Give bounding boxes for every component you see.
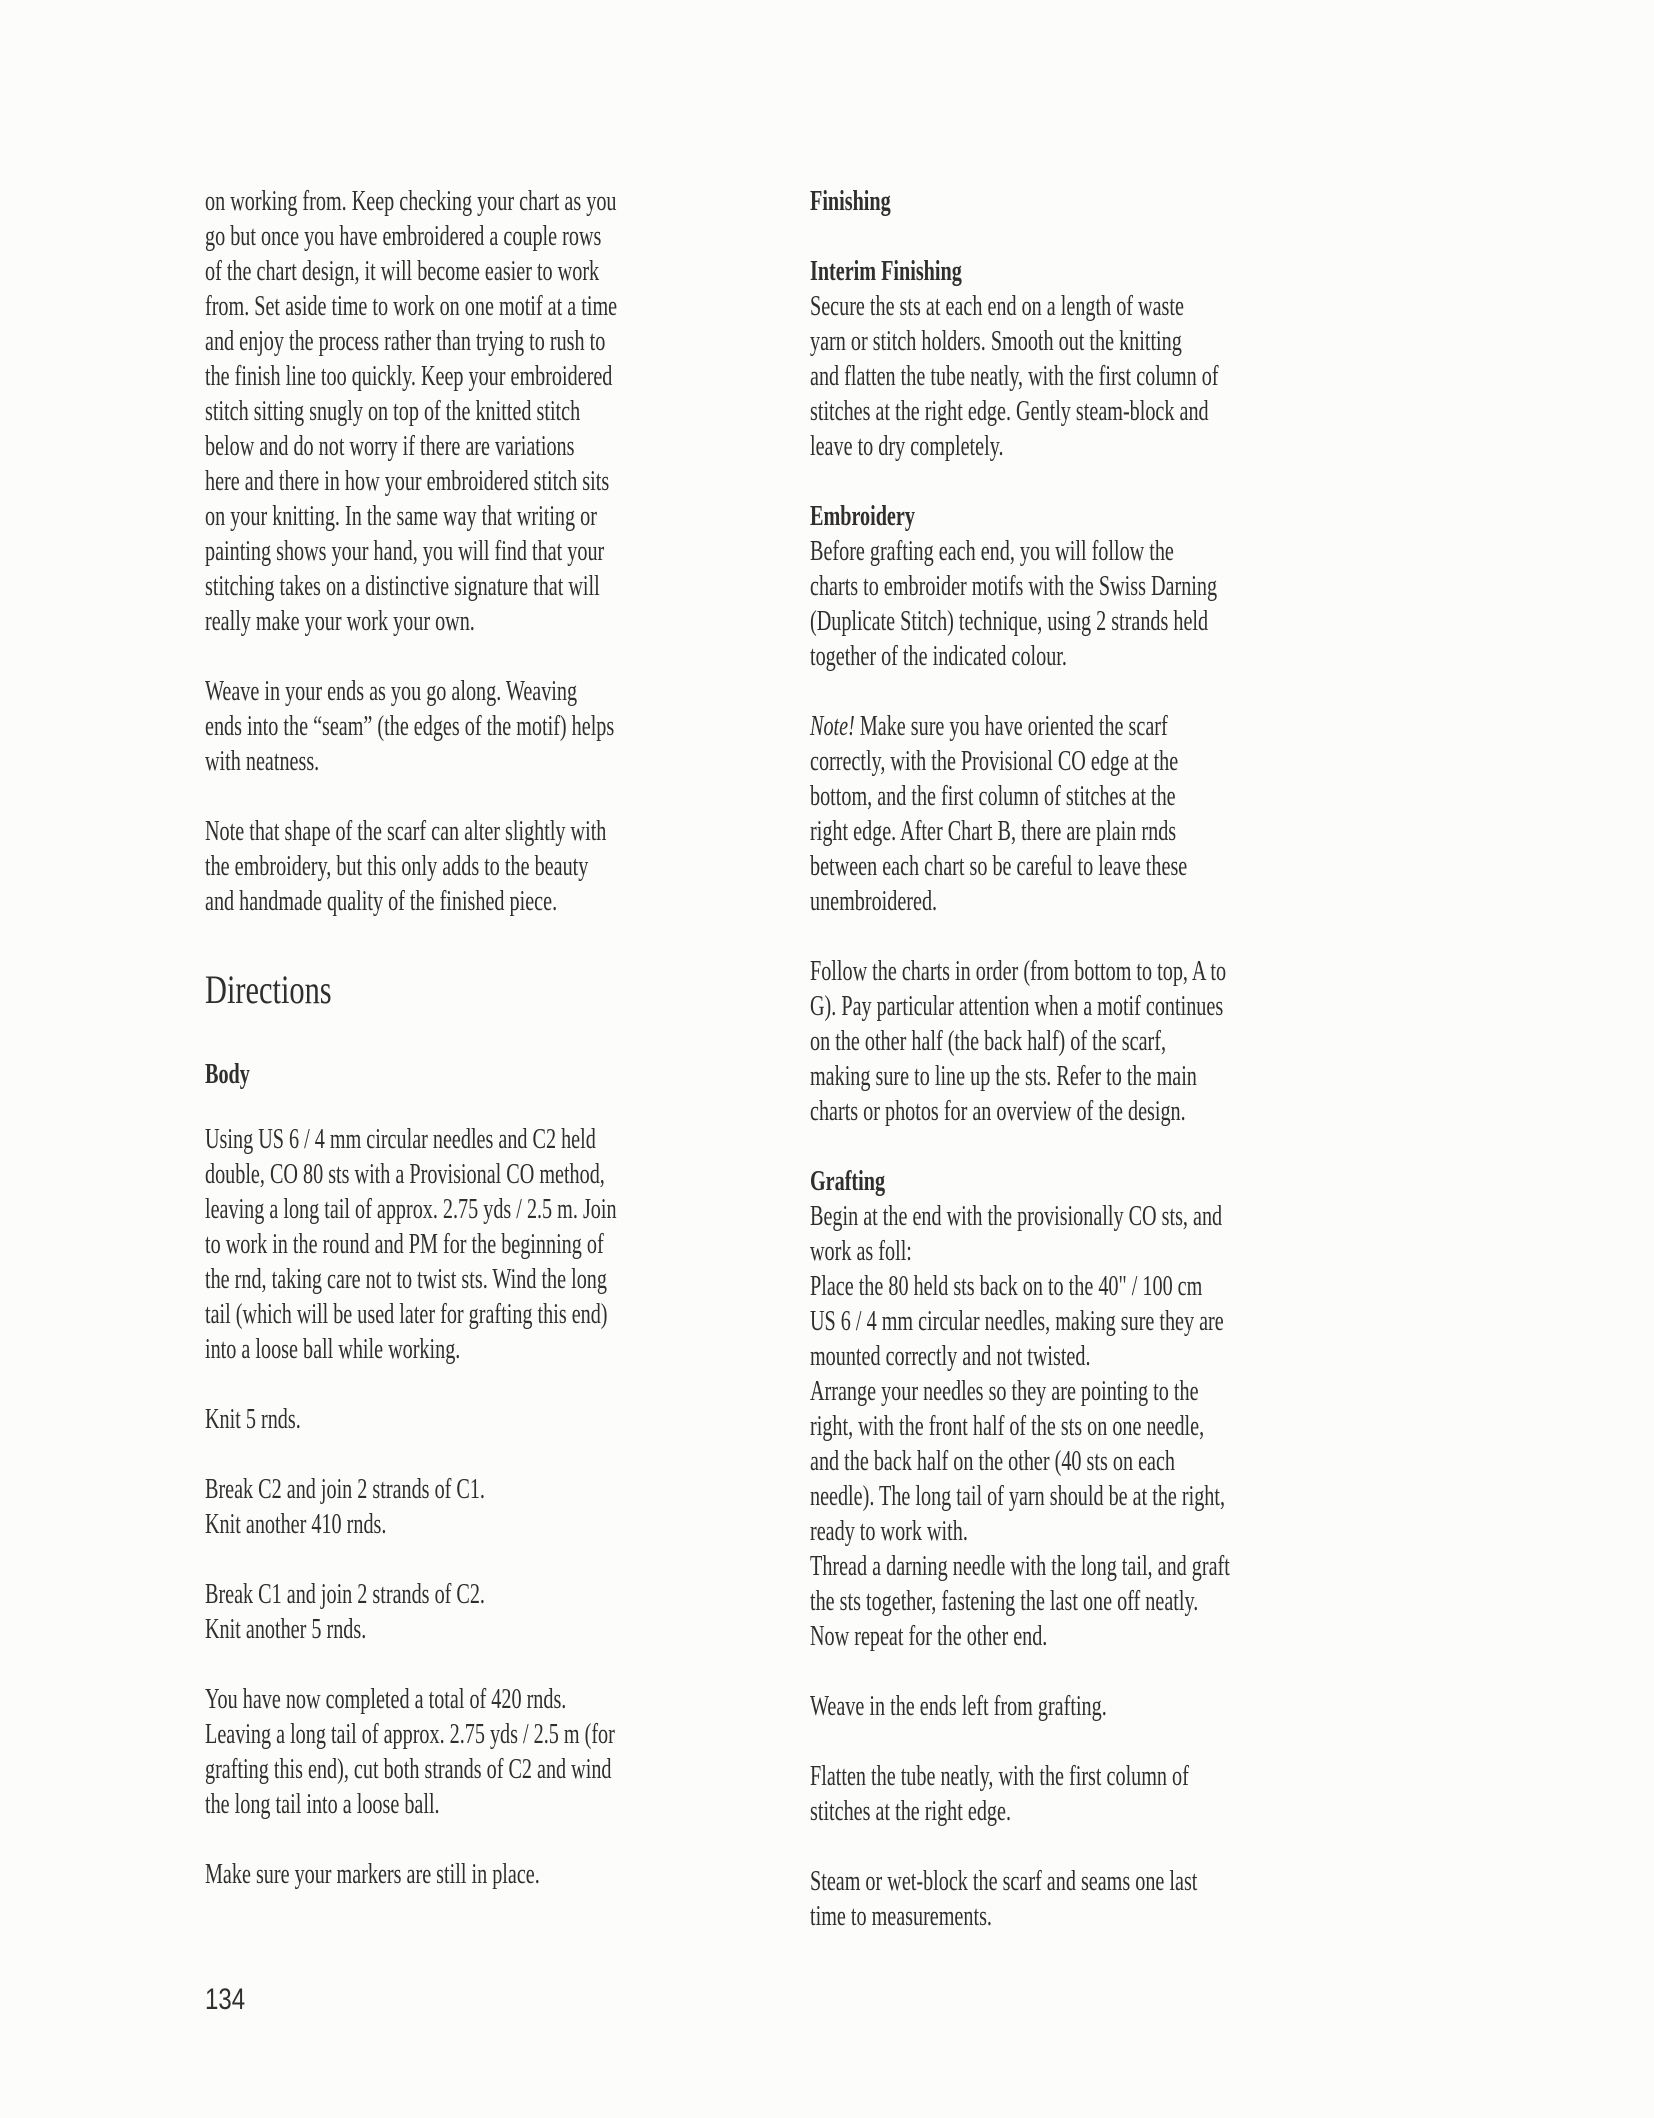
text-line: mounted correctly and not twisted. [810, 1341, 1091, 1372]
text-line: (Duplicate Stitch) technique, using 2 strands held [810, 606, 1209, 637]
text-line: here and there in how your embroidered stitch sits [205, 466, 610, 497]
text-line: G). Pay particular attention when a motif continues [810, 991, 1224, 1022]
text-line: Secure the sts at each end on a length of waste [810, 291, 1184, 322]
text-line: charts to embroider motifs with the Swiss Darning [810, 571, 1218, 602]
text-line: US 6 / 4 mm circular needles, making sure they are [810, 1306, 1224, 1337]
text-line: Weave in the ends left from grafting. [810, 1691, 1107, 1722]
text-line: leave to dry completely. [810, 431, 1004, 462]
text-line: Knit another 5 rnds. [205, 1614, 367, 1645]
text-line: stitches at the right edge. Gently steam-block and [810, 396, 1209, 427]
text-line: on your knitting. In the same way that writing or [205, 501, 597, 532]
paragraph-markers [205, 1857, 670, 1892]
paragraph-final-block [810, 1864, 1348, 1934]
text-line: Follow the charts in order (from bottom to top, A to [810, 956, 1227, 987]
text-line: and handmade quality of the finished piece. [205, 886, 558, 917]
paragraph-follow-charts [810, 954, 1388, 1129]
text-line: Weave in your ends as you go along. Weaving [205, 676, 578, 707]
text-line: Leaving a long tail of approx. 2.75 yds / 2.5 m (for [205, 1719, 615, 1750]
text-line: correctly, with the Provisional CO edge at the [810, 746, 1179, 777]
text-line: and flatten the tube neatly, with the first column of [810, 361, 1219, 392]
text-line: together of the indicated colour. [810, 641, 1067, 672]
text-line: Arrange your needles so they are pointing to the [810, 1376, 1199, 1407]
text-line: Begin at the end with the provisionally CO sts, and [810, 1201, 1223, 1232]
left-column [205, 0, 745, 2118]
paragraph-knit-5-rnds [205, 1402, 338, 1437]
text-line: right, with the front half of the sts on one needle, [810, 1411, 1205, 1442]
text-line: into a loose ball while working. [205, 1334, 461, 1365]
text-line: Break C2 and join 2 strands of C1. [205, 1474, 485, 1505]
text-line: unembroidered. [810, 886, 938, 917]
text-line: work as foll: [810, 1236, 912, 1267]
text-line: making sure to line up the sts. Refer to the main [810, 1061, 1197, 1092]
text-line: ready to work with. [810, 1516, 968, 1547]
page-number: 134 [205, 1983, 246, 2016]
paragraph-chart-advice [205, 184, 777, 639]
text-line: needle). The long tail of yarn should be at the right, [810, 1481, 1226, 1512]
text-line: double, CO 80 sts with a Provisional CO method, [205, 1159, 605, 1190]
text-line: leaving a long tail of approx. 2.75 yds / 2.5 m. Join [205, 1194, 617, 1225]
text-line: between each chart so be careful to leave these [810, 851, 1188, 882]
heading-directions: Directions [205, 967, 332, 1012]
text-line: time to measurements. [810, 1901, 992, 1932]
text-line: the embroidery, but this only adds to the beauty [205, 851, 589, 882]
paragraph-break-c1 [205, 1577, 594, 1647]
text-line: Thread a darning needle with the long tail, and graft [810, 1551, 1230, 1582]
text-line: bottom, and the first column of stitches at the [810, 781, 1176, 812]
text-line: Knit another 410 rnds. [205, 1509, 387, 1540]
paragraph-weave-grafting-ends [810, 1689, 1222, 1724]
paragraph-break-c2 [205, 1472, 594, 1542]
text-line: Place the 80 held sts back on to the 40" / 100 cm [810, 1271, 1203, 1302]
text-line: stitching takes on a distinctive signature that will [205, 571, 600, 602]
text-line: painting shows your hand, you will find that your [205, 536, 605, 567]
italic-lead: Note! [810, 711, 855, 742]
subheading-body: Body [205, 1059, 250, 1090]
right-column [810, 0, 1350, 2118]
text-line: Break C1 and join 2 strands of C2. [205, 1579, 485, 1610]
text-line: below and do not worry if there are variations [205, 431, 575, 462]
text-line: Using US 6 / 4 mm circular needles and C2 held [205, 1124, 596, 1155]
text-line: the rnd, taking care not to twist sts. Wind the long [205, 1264, 607, 1295]
text-line: with neatness. [205, 746, 320, 777]
text-line: stitch sitting snugly on top of the knitted stitch [205, 396, 581, 427]
text-line: Now repeat for the other end. [810, 1621, 1048, 1652]
paragraph-scarf-shape [205, 814, 762, 919]
text-line: ends into the “seam” (the edges of the motif) helps [205, 711, 615, 742]
paragraph-interim-finishing [810, 289, 1377, 464]
text-line: go but once you have embroidered a couple rows [205, 221, 602, 252]
text-line: on working from. Keep checking your chart as you [205, 186, 617, 217]
text-line: tail (which will be used later for grafting this end) [205, 1299, 608, 1330]
text-line: Make sure your markers are still in place. [205, 1859, 540, 1890]
text-line: Flatten the tube neatly, with the first column of [810, 1761, 1189, 1792]
text-line: really make your work your own. [205, 606, 475, 637]
text-line: Steam or wet-block the scarf and seams one last [810, 1866, 1198, 1897]
text-line: charts or photos for an overview of the design. [810, 1096, 1186, 1127]
text-line: on the other half (the back half) of the scarf, [810, 1026, 1167, 1057]
text-line: and the back half on the other (40 sts on each [810, 1446, 1176, 1477]
text-line: grafting this end), cut both strands of C2 and wind [205, 1754, 612, 1785]
paragraph-embroidery [810, 534, 1375, 674]
paragraph-note-orientation [810, 709, 1334, 919]
text-line: and enjoy the process rather than trying to rush to [205, 326, 606, 357]
paragraph-cast-on [205, 1122, 777, 1367]
paragraph-flatten-tube [810, 1759, 1336, 1829]
text-line: stitches at the right edge. [810, 1796, 1011, 1827]
text-line: to work in the round and PM for the beginning of [205, 1229, 604, 1260]
text-line: Before grafting each end, you will follow the [810, 536, 1174, 567]
text-line: the finish line too quickly. Keep your embroidered [205, 361, 613, 392]
paragraph-total-rnds [205, 1682, 774, 1822]
text-line: the sts together, fastening the last one off neatly. [810, 1586, 1199, 1617]
paragraph-weave-ends [205, 674, 773, 779]
subheading-grafting: Grafting [810, 1166, 886, 1197]
subheading-interim-finishing: Interim Finishing [810, 256, 962, 287]
text-line: from. Set aside time to work on one motif at a time [205, 291, 618, 322]
text-line: Note that shape of the scarf can alter slightly with [205, 816, 607, 847]
text-line: the long tail into a loose ball. [205, 1789, 440, 1820]
subheading-embroidery: Embroidery [810, 501, 915, 532]
text-line: right edge. After Chart B, there are plain rnds [810, 816, 1177, 847]
text-line: Knit 5 rnds. [205, 1404, 301, 1435]
text-line: of the chart design, it will become easier to work [205, 256, 600, 287]
heading-finishing: Finishing [810, 186, 891, 217]
text-line: You have now completed a total of 420 rnds. [205, 1684, 567, 1715]
paragraph-grafting-steps [810, 1199, 1393, 1654]
text-line: yarn or stitch holders. Smooth out the knitting [810, 326, 1182, 357]
text-line: Note! Make sure you have oriented the scarf [810, 711, 1168, 742]
